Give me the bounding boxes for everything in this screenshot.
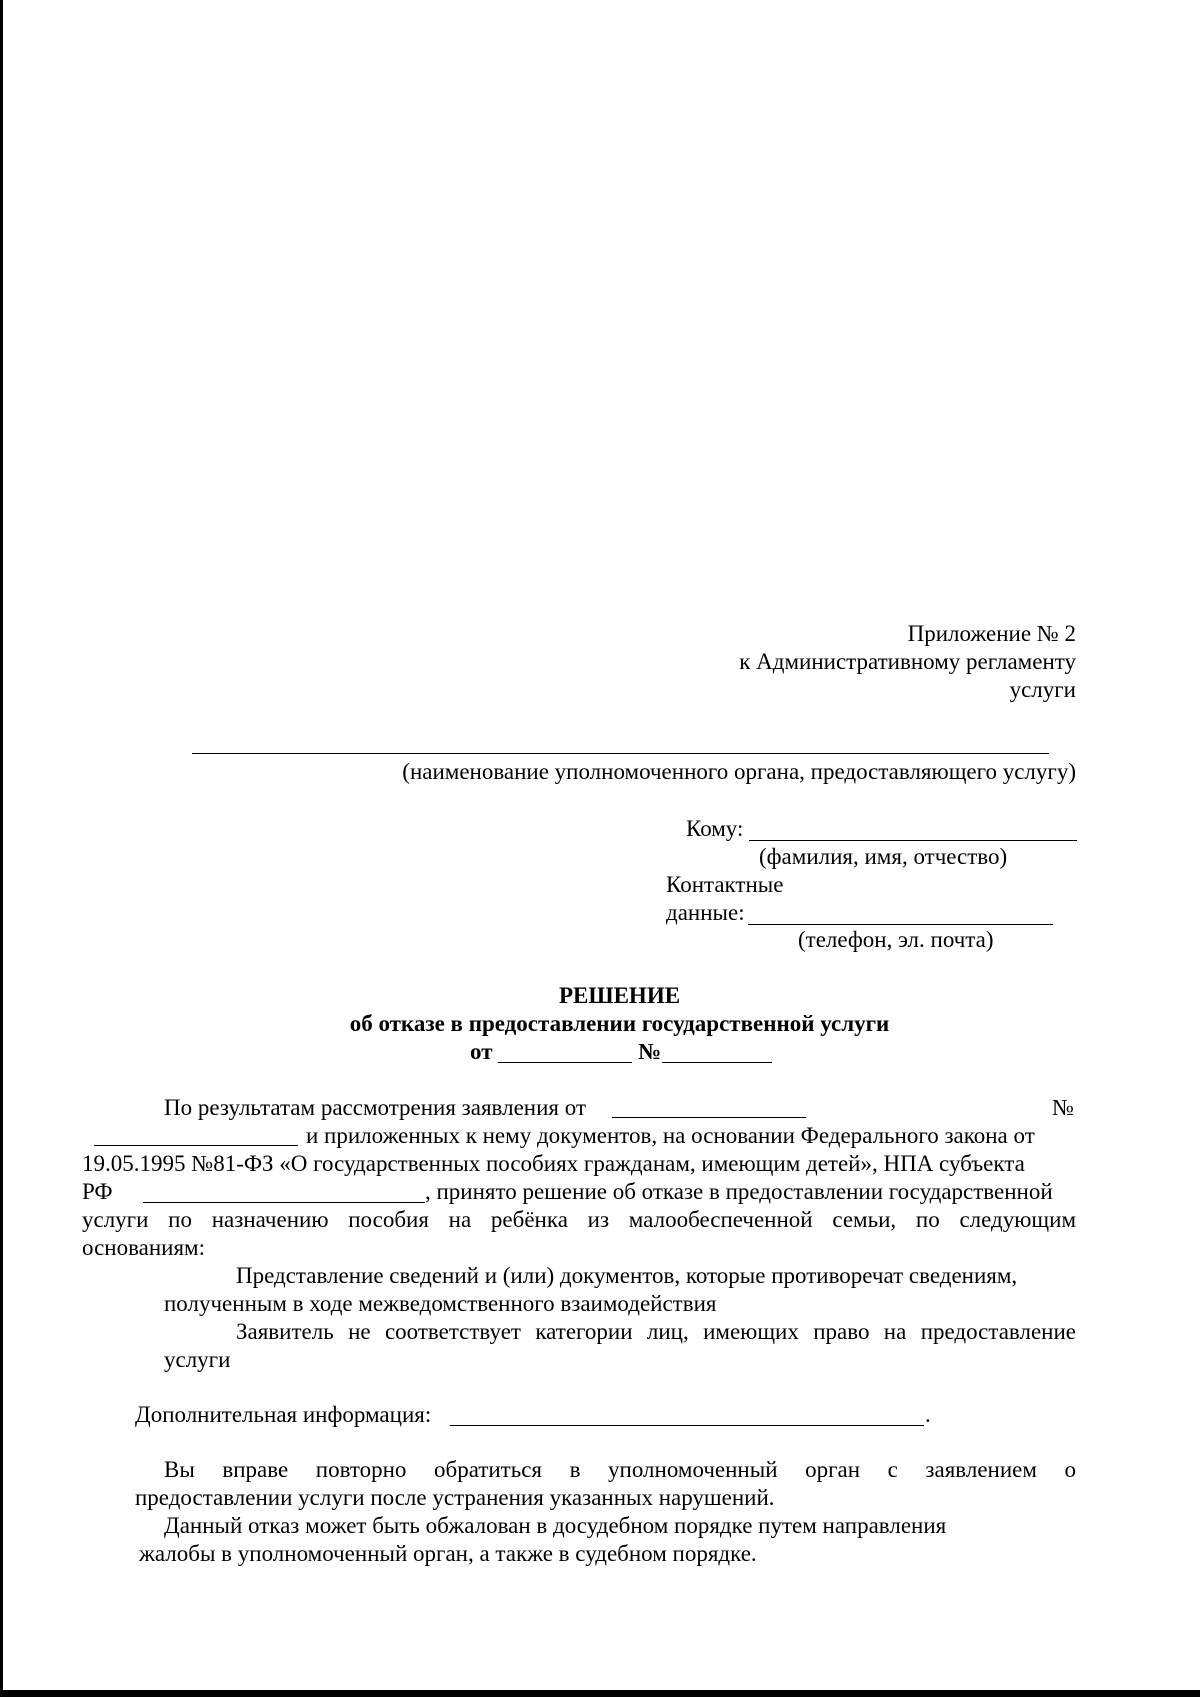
number-prefix: №	[638, 1039, 662, 1064]
regional-act-field[interactable]	[143, 1202, 425, 1203]
reason-2-line-1: Заявитель не соответствует категории лиц, имеющих право на предоставление	[236, 1319, 1076, 1344]
application-number-field[interactable]	[94, 1145, 298, 1146]
additional-info-label: Дополнительная информация:	[135, 1402, 432, 1427]
additional-info-end: .	[925, 1402, 931, 1427]
scan-border-bottom	[0, 1690, 1200, 1697]
application-date-field[interactable]	[612, 1117, 806, 1118]
additional-info-field[interactable]	[450, 1425, 924, 1426]
body-line-4-end: , принято решение об отказе в предоставлении государственной	[425, 1179, 1053, 1204]
body-line-1-number: №	[1052, 1095, 1074, 1120]
decision-subtitle: об отказе в предоставлении государственной услуги	[349, 1011, 890, 1036]
appendix-number: Приложение № 2	[907, 621, 1076, 646]
contact-caption: (телефон, эл. почта)	[798, 927, 994, 952]
contact-label-2: данные:	[666, 900, 745, 925]
date-prefix: от	[470, 1039, 493, 1064]
closing-p1-line-1: Вы вправе повторно обратиться в уполномоченный орган с заявлением о	[164, 1457, 1076, 1482]
body-line-6: основаниям:	[82, 1235, 205, 1260]
authority-caption: (наименование уполномоченного органа, предоставляющего услугу)	[402, 759, 1076, 784]
scan-border-left	[0, 0, 3, 1697]
contact-label-1: Контактные	[666, 872, 784, 897]
decision-title: РЕШЕНИЕ	[558, 983, 681, 1008]
body-line-2: и приложенных к нему документов, на основании Федерального закона от	[306, 1123, 1035, 1148]
closing-p2-line-1: Данный отказ может быть обжалован в досудебном порядке путем направления	[164, 1513, 947, 1538]
recipient-label: Кому:	[686, 816, 744, 841]
contact-data-field[interactable]	[748, 924, 1053, 925]
decision-number-field[interactable]	[662, 1062, 772, 1063]
recipient-caption: (фамилия, имя, отчество)	[759, 844, 1008, 869]
reason-1-line-2: полученным в ходе межведомственного взаимодействия	[164, 1291, 717, 1316]
closing-p2-line-2: жалобы в уполномоченный орган, а также в судебном порядке.	[139, 1541, 757, 1566]
reason-2-line-2: услуги	[164, 1347, 231, 1372]
reason-1-line-1: Представление сведений и (или) документов, которые противоречат сведениям,	[236, 1263, 1018, 1288]
decision-date-field[interactable]	[498, 1062, 632, 1063]
body-line-3: 19.05.1995 №81-ФЗ «О государственных пособиях гражданам, имеющим детей», НПА субъекта	[82, 1151, 1025, 1176]
body-line-5: услуги по назначению пособия на ребёнка из малообеспеченной семьи, по следующим	[82, 1207, 1076, 1232]
authority-name-line	[192, 753, 1049, 754]
appendix-service: услуги	[1009, 677, 1076, 702]
closing-p1-line-2: предоставлении услуги после устранения указанных нарушений.	[135, 1485, 775, 1510]
recipient-name-field[interactable]	[749, 840, 1077, 841]
body-line-4-start: РФ	[82, 1179, 113, 1204]
appendix-regulation: к Административному регламенту	[739, 649, 1076, 674]
body-line-1: По результатам рассмотрения заявления от	[164, 1095, 586, 1120]
